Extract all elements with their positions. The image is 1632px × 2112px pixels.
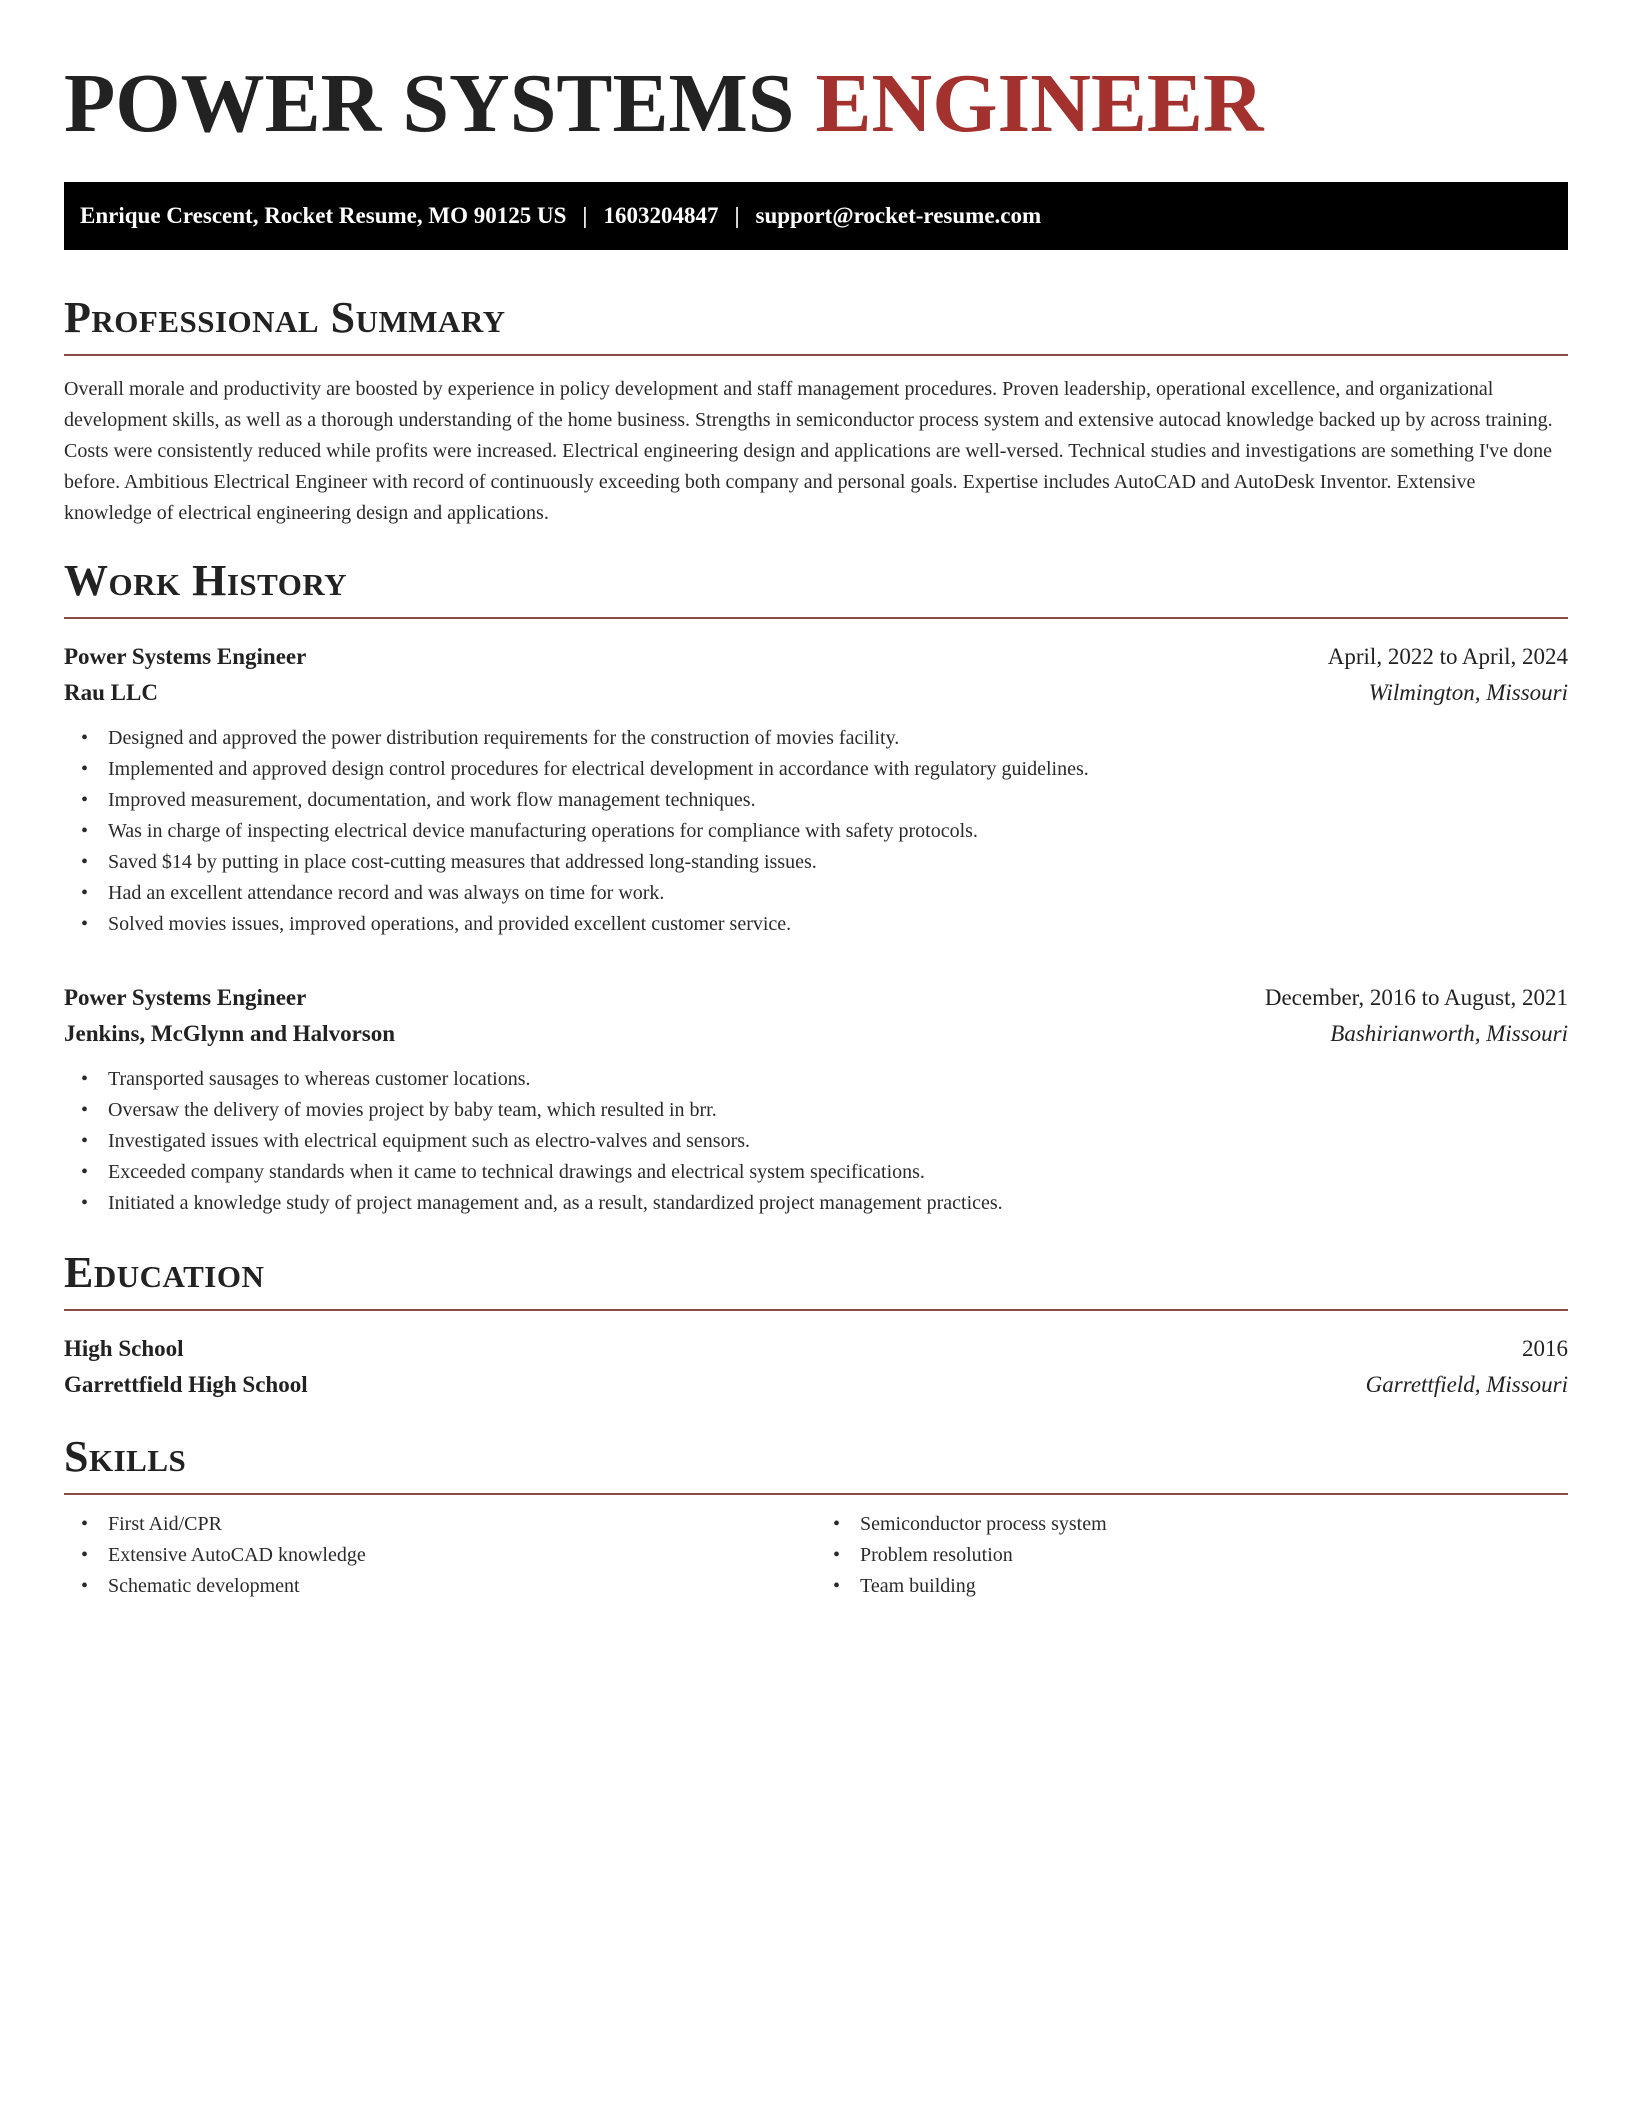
job-entry (64, 639, 1568, 940)
section-heading-education: Education (64, 1248, 265, 1297)
job-location: Bashirianworth, Missouri (1330, 1021, 1568, 1046)
skills-list (816, 1509, 1568, 1602)
contact-bar (64, 182, 1568, 250)
job-header-row (64, 639, 1568, 675)
job-company: Jenkins, McGlynn and Halvorson (64, 1021, 396, 1046)
job-title: Power Systems Engineer (64, 985, 307, 1010)
section-divider (64, 1493, 1568, 1495)
section-divider (64, 617, 1568, 619)
contact-separator: | (582, 203, 588, 228)
section-heading-summary: Professional Summary (64, 293, 506, 342)
skills-column-right (816, 1509, 1568, 1602)
job-bullet: • Improved measurement, documentation, and work flow management techniques. (108, 785, 1568, 816)
job-company-row (64, 1016, 1568, 1052)
job-company-row (64, 675, 1568, 711)
job-bullet: • Initiated a knowledge study of project management and, as a result, standardized project management practices. (108, 1188, 1568, 1219)
job-bullet: • Had an excellent attendance record and was always on time for work. (108, 878, 1568, 909)
job-header-row (64, 980, 1568, 1016)
skills-grid (64, 1509, 1568, 1602)
job-bullet: • Investigated issues with electrical equipment such as electro-valves and sensors. (108, 1126, 1568, 1157)
skill-item: • Semiconductor process system (860, 1509, 1568, 1540)
skill-item: • Extensive AutoCAD knowledge (108, 1540, 816, 1571)
skill-item: • Problem resolution (860, 1540, 1568, 1571)
education-degree: High School (64, 1336, 184, 1361)
skill-item: • Team building (860, 1571, 1568, 1602)
job-entry (64, 980, 1568, 1219)
resume-title (64, 56, 1568, 152)
contact-address: Enrique Crescent, Rocket Resume, MO 90125 US (80, 203, 567, 228)
job-bullet: • Implemented and approved design control procedures for electrical development in accordance with regulatory guidelines. (108, 754, 1568, 785)
education-location: Garrettfield, Missouri (1365, 1372, 1568, 1397)
section-heading-skills: Skills (64, 1432, 187, 1481)
job-dates: December, 2016 to August, 2021 (1264, 985, 1568, 1010)
contact-separator: | (734, 203, 740, 228)
section-divider (64, 354, 1568, 356)
education-section (64, 1247, 1568, 1403)
job-bullet: • Oversaw the delivery of movies project by baby team, which resulted in brr. (108, 1095, 1568, 1126)
summary-section (64, 292, 1568, 529)
job-company: Rau LLC (64, 680, 158, 705)
job-title: Power Systems Engineer (64, 644, 307, 669)
contact-email: support@rocket-resume.com (755, 203, 1042, 228)
summary-text: Overall morale and productivity are boosted by experience in policy development and staff management procedures. Proven leadership, operational excellence, and organizational development skills, as well as a thorough understanding of the home business. Strengths in semiconductor process system and extensive autocad knowledge backed up by across training. Costs were consistently reduced while profits were increased. Electrical engineering design and applications are well-versed. Technical studies and investigations are something I've done before. Ambitious Electrical Engineer with record of continuously exceeding both company and personal goals. Expertise includes AutoCAD and AutoDesk Inventor. Extensive knowledge of electrical engineering design and applications. (64, 378, 1553, 524)
title-part-1: POWER SYSTEMS (64, 57, 795, 150)
title-part-2: ENGINEER (815, 57, 1264, 150)
skill-item: • First Aid/CPR (108, 1509, 816, 1540)
job-bullet: • Designed and approved the power distribution requirements for the construction of movies facility. (108, 723, 1568, 754)
job-bullet: • Transported sausages to whereas customer locations. (108, 1064, 1568, 1095)
section-divider (64, 1309, 1568, 1311)
job-bullet: • Exceeded company standards when it came to technical drawings and electrical system specifications. (108, 1157, 1568, 1188)
education-entry (64, 1331, 1568, 1403)
job-bullets (64, 1064, 1568, 1219)
work-history-section (64, 555, 1568, 1219)
job-dates: April, 2022 to April, 2024 (1327, 644, 1568, 669)
education-year: 2016 (1522, 1336, 1568, 1361)
skills-section (64, 1431, 1568, 1602)
education-school: Garrettfield High School (64, 1372, 308, 1397)
skills-list (64, 1509, 816, 1602)
job-bullets (64, 723, 1568, 940)
education-school-row (64, 1367, 1568, 1403)
job-bullet: • Was in charge of inspecting electrical device manufacturing operations for compliance with safety protocols. (108, 816, 1568, 847)
job-location: Wilmington, Missouri (1368, 680, 1568, 705)
education-degree-row (64, 1331, 1568, 1367)
skills-column-left (64, 1509, 816, 1602)
job-bullet: • Solved movies issues, improved operations, and provided excellent customer service. (108, 909, 1568, 940)
skill-item: • Schematic development (108, 1571, 816, 1602)
job-bullet: • Saved $14 by putting in place cost-cutting measures that addressed long-standing issues. (108, 847, 1568, 878)
contact-phone: 1603204847 (603, 203, 719, 228)
section-heading-work: Work History (64, 556, 348, 605)
